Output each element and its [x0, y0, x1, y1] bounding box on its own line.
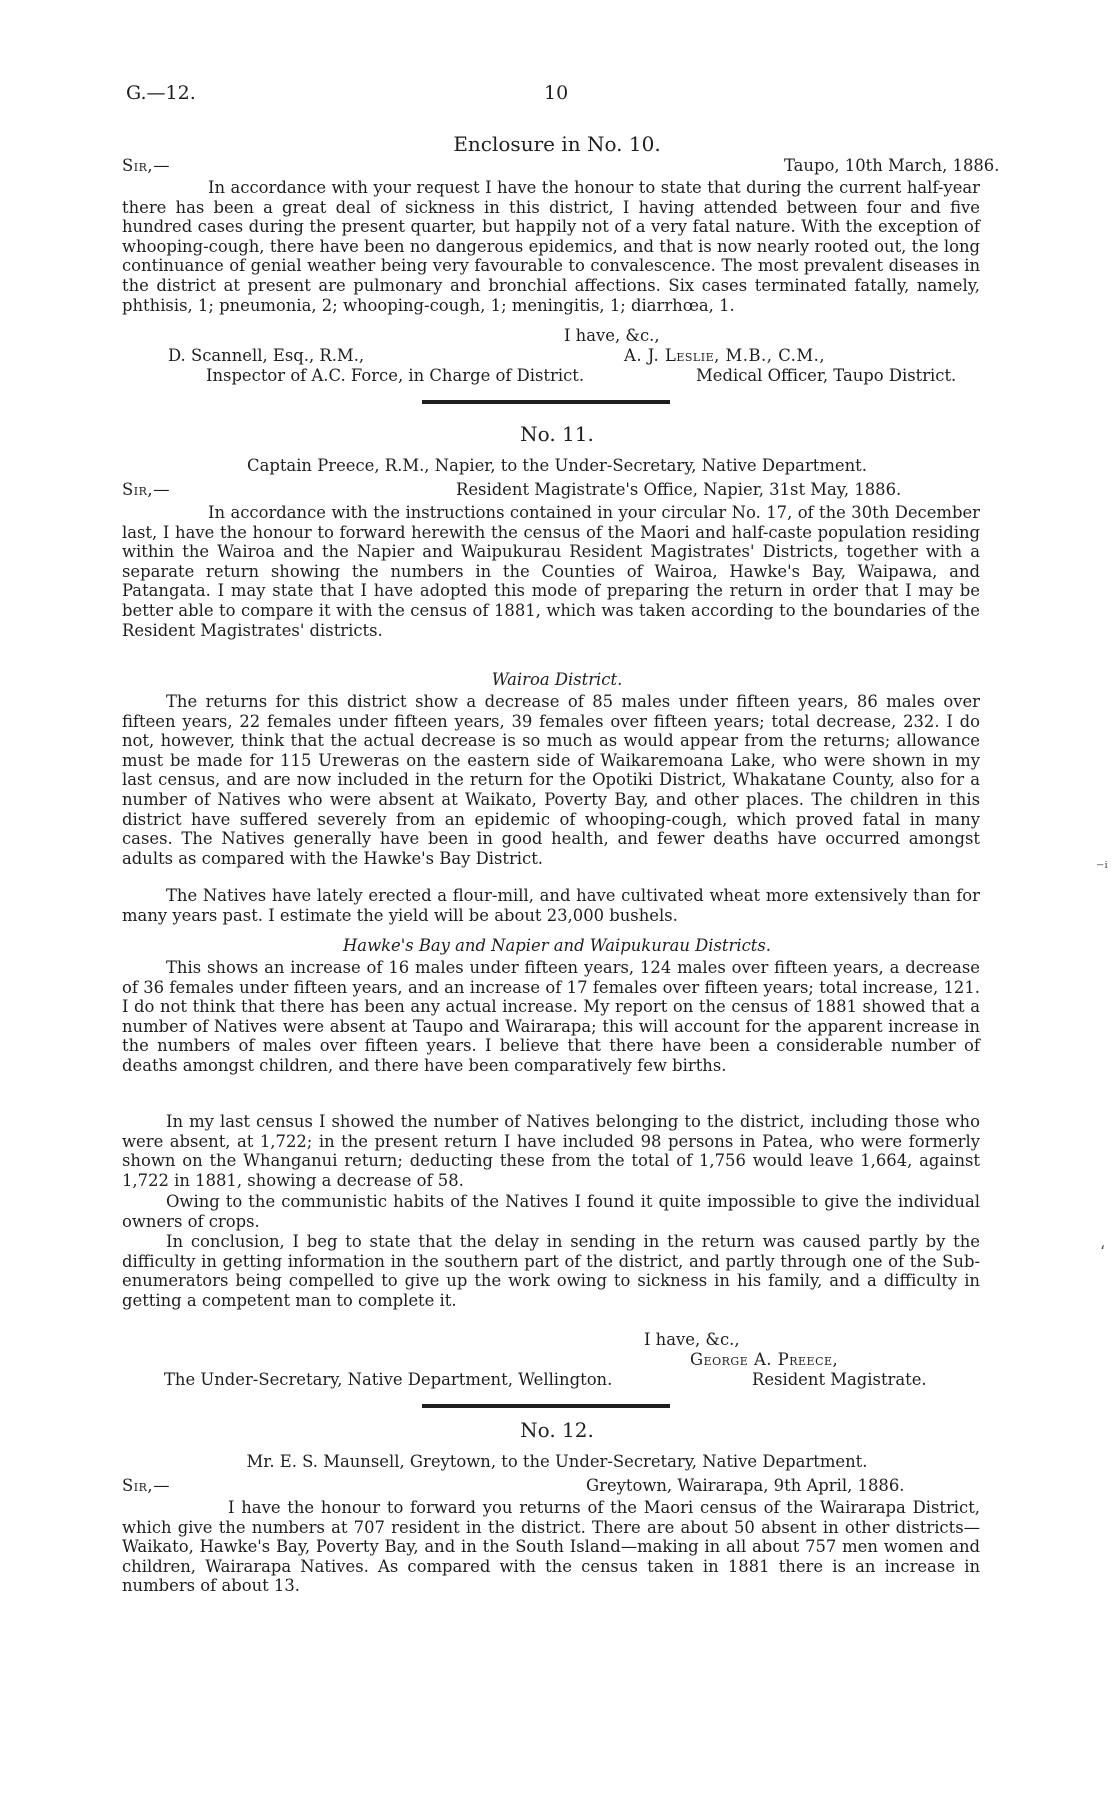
enclosure-place-date: Taupo, 10th March, 1886. [784, 156, 1000, 175]
no11-signer-name: George A. Preece, [690, 1350, 839, 1369]
no12-salutation: Sir,— [122, 1476, 170, 1495]
no11-title: No. 11. [520, 422, 594, 446]
no11-para-3: The Natives have lately erected a flour-mill, and have cultivated wheat more extensively than for many years past. I estimate the yield will be about 23,000 bushels. [122, 886, 980, 925]
enclosure-signer-title: Medical Officer, Taupo District. [696, 366, 957, 385]
enclosure-addressee-title: Inspector of A.C. Force, in Charge of District. [206, 366, 585, 385]
enclosure-closing: I have, &c., [564, 326, 660, 345]
enclosure-salutation: Sir,— [122, 156, 170, 175]
no11-heading-wairoa: Wairoa District. [491, 670, 623, 689]
no11-para-4: This shows an increase of 16 males under fifteen years, 124 males over fifteen years, a decrease of 36 females under fifteen years, and an increase of 17 females over fifteen years; total increase, 121. I do not think that there has been any actual increase. My report on the census of 1881 showed that a number of Natives were absent at Taupo and Wairarapa; this will account for the apparent increase in the numbers of males over fifteen years. I believe that there have been a considerable number of deaths amongst children, and there have been comparatively few births. [122, 958, 980, 1075]
no12-place-date: Greytown, Wairarapa, 9th April, 1886. [586, 1476, 905, 1495]
page-series: G.—12. [126, 82, 196, 104]
no11-para-1: In accordance with the instructions contained in your circular No. 17, of the 30th December last, I have the honour to forward herewith the census of the Maori and half-caste population residing within the Wairoa and the Napier and Waipukurau Resident Magistrates' Districts, together with a separate return showing the numbers in the Counties of Wairoa, Hawke's Bay, Waipawa, and Patangata. I may state that I have adopted this mode of preparing the return in order that I may be better able to compare it with the census of 1881, which was taken according to the boundaries of the Resident Magistrates' districts. [122, 503, 980, 640]
no11-heading-hawkes: Hawke's Bay and Napier and Waipukurau Districts. [343, 936, 771, 955]
no11-para-6: Owing to the communistic habits of the Natives I found it quite impossible to give the individual owners of crops. [122, 1192, 980, 1231]
no11-signer-title: Resident Magistrate. [752, 1370, 927, 1389]
no12-para-1: I have the honour to forward you returns of the Maori census of the Wairarapa District, which give the numbers at 707 resident in the district. There are about 50 absent in other districts—Waikato, Hawke's Bay, Poverty Bay, and in the South Island—making in all about 757 men women and children, Wairarapa Natives. As compared with the census taken in 1881 there is an increase in numbers of about 13. [122, 1498, 980, 1596]
enclosure-title: Enclosure in No. 10. [453, 132, 661, 156]
enclosure-addressee-name: D. Scannell, Esq., R.M., [168, 346, 365, 365]
no11-para-5: In my last census I showed the number of Natives belonging to the district, including those who were absent, at 1,722; in the present return I have included 98 persons in Patea, who were formerly shown on the Whanganui return; deducting these from the total of 1,756 would leave 1,664, against 1,722 in 1881, showing a decrease of 58. [122, 1112, 980, 1190]
page-number: 10 [544, 82, 569, 104]
no11-place-date: Resident Magistrate's Office, Napier, 31st May, 1886. [456, 480, 902, 499]
margin-mark-icon: ⁻ⁱ [1096, 858, 1108, 877]
no11-para-7: In conclusion, I beg to state that the delay in sending in the return was caused partly by the difficulty in getting information in the southern part of the district, and partly through one of the Sub-enumerators being compelled to give up the work owing to sickness in his family, and a difficulty in getting a competent man to complete it. [122, 1232, 980, 1310]
enclosure-body: In accordance with your request I have the honour to state that during the current half-year there has been a great deal of sickness in this district, I having attended between four and five hundred cases during the present quarter, but happily not of a very fatal nature. With the exception of whooping-cough, there have been no dangerous epidemics, and that is now nearly rooted out, the long continuance of genial weather being very favourable to convalescence. The most prevalent diseases in the district at present are pulmonary and bronchial affections. Six cases terminated fatally, namely, phthisis, 1; pneumonia, 2; whooping-cough, 1; meningitis, 1; diarrhœa, 1. [122, 178, 980, 315]
enclosure-signer-name: A. J. Leslie, M.B., C.M., [624, 346, 826, 365]
section-divider-2 [422, 1404, 670, 1408]
no11-salutation: Sir,— [122, 480, 170, 499]
no11-from-line: Captain Preece, R.M., Napier, to the Under-Secretary, Native Department. [247, 456, 867, 475]
no11-para-2: The returns for this district show a decrease of 85 males under fifteen years, 86 males over fifteen years, 22 females under fifteen years, 39 females over fifteen years; total decrease, 232. I do not, however, think that the actual decrease is so much as would appear from the returns; allowance must be made for 115 Ureweras on the eastern side of Waikaremoana Lake, who were shown in my last census, and are now included in the return for the Opotiki District, Whakatane County, also for a number of Natives who were absent at Waikato, Poverty Bay, and other places. The children in this district have suffered severely from an epidemic of whooping-cough, which proved fatal in many cases. The Natives generally have been in good health, and fewer deaths have occurred amongst adults as compared with the Hawke's Bay District. [122, 692, 980, 868]
no11-closing: I have, &c., [644, 1330, 740, 1349]
no12-from-line: Mr. E. S. Maunsell, Greytown, to the Under-Secretary, Native Department. [246, 1452, 868, 1471]
section-divider [422, 400, 670, 404]
no12-title: No. 12. [520, 1418, 594, 1442]
margin-mark-icon-2: ʻ [1100, 1242, 1106, 1261]
no11-addressee: The Under-Secretary, Native Department, Wellington. [164, 1370, 613, 1389]
